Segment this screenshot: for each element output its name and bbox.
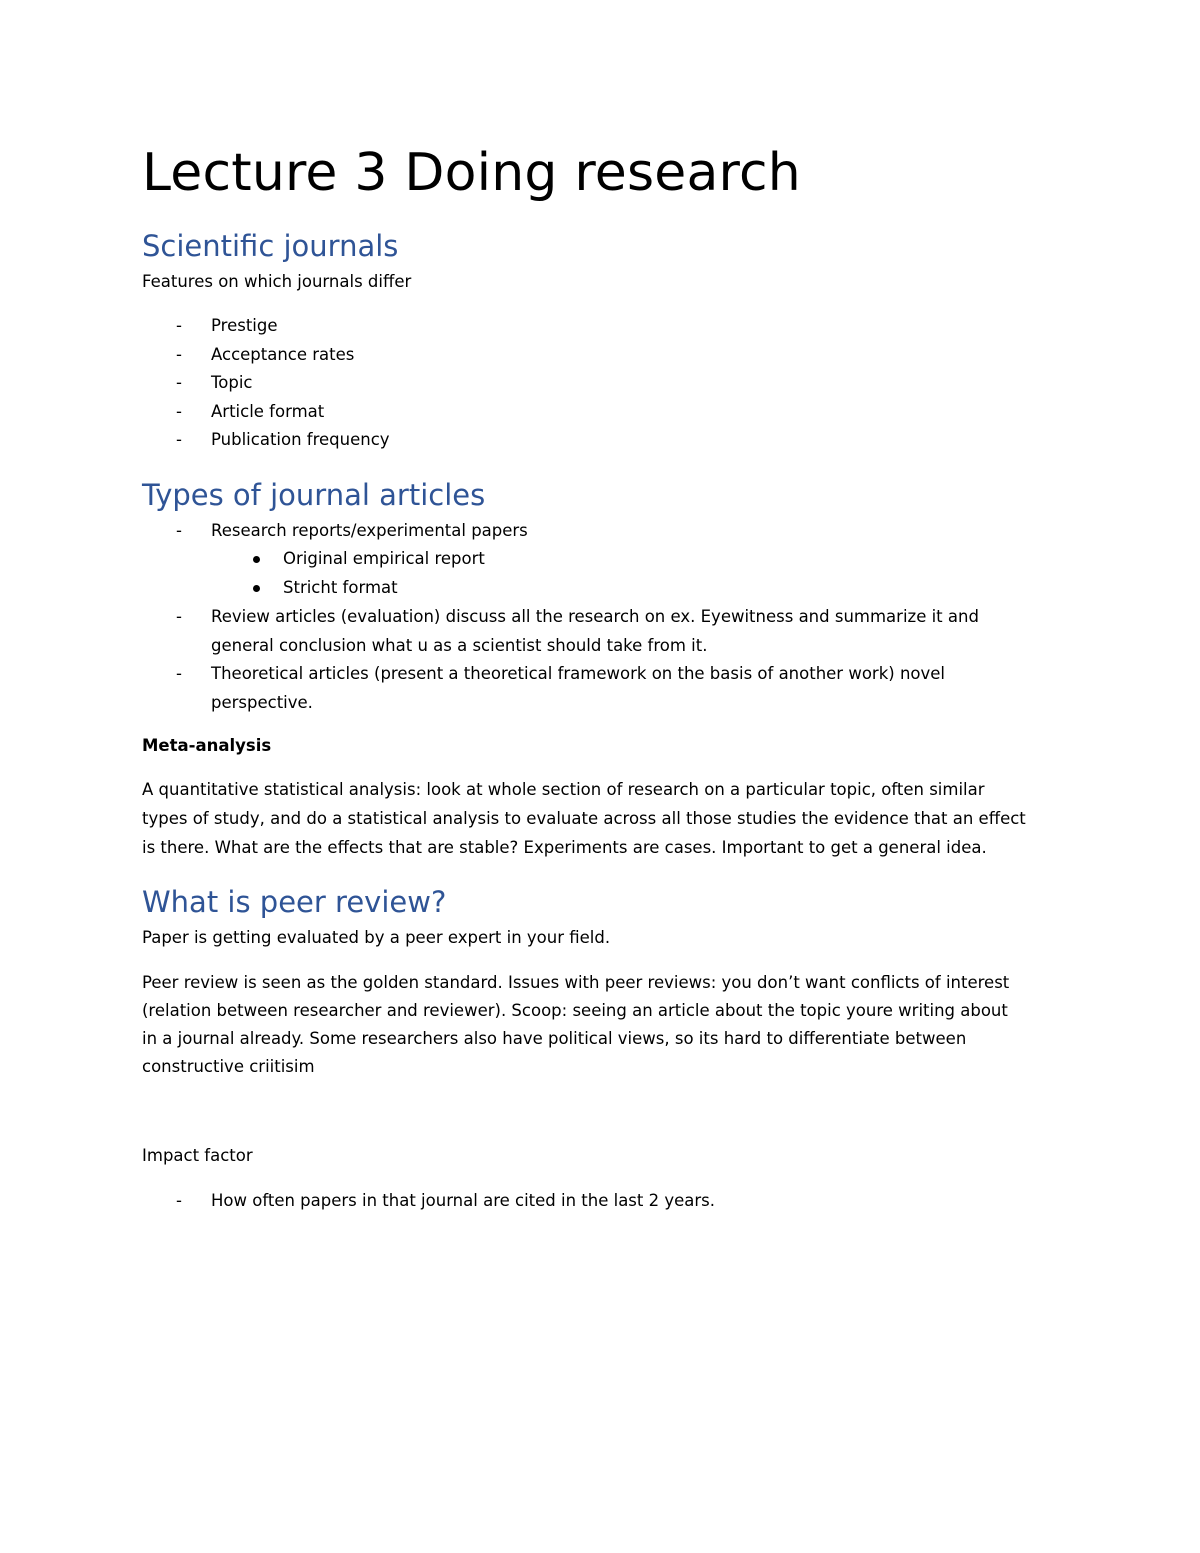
- journals-intro: Features on which journals differ: [142, 272, 412, 291]
- peer-review-line-3: in a journal already. Some researchers also have political views, so its hard to differentiate between: [142, 1029, 967, 1048]
- dash-marker: -: [176, 316, 182, 335]
- meta-analysis-heading: Meta-analysis: [142, 736, 272, 755]
- list-item: - Prestige: [142, 312, 390, 341]
- meta-analysis-line-1: A quantitative statistical analysis: look at whole section of research on a particular topic, often similar: [142, 780, 985, 799]
- heading-peer-review: What is peer review?: [142, 885, 447, 919]
- impact-factor-list: [142, 1187, 715, 1216]
- list-item: Original empirical report: [142, 545, 485, 574]
- dash-marker: -: [176, 401, 182, 421]
- list-item: - Article format: [142, 398, 390, 427]
- dash-marker: -: [176, 521, 182, 540]
- dash-marker: -: [176, 430, 182, 449]
- list-item-continuation: general conclusion what u as a scientist should take from it.: [211, 635, 708, 655]
- list-item: - How often papers in that journal are cited in the last 2 years.: [142, 1187, 715, 1216]
- dash-marker: -: [176, 344, 182, 364]
- list-item: - Theoretical articles (present a theoretical framework on the basis of another work) novel: [142, 660, 979, 689]
- article-types-list-2: [142, 603, 979, 717]
- peer-review-line-1: Peer review is seen as the golden standard. Issues with peer reviews: you don’t want conflicts of interest: [142, 973, 1010, 992]
- meta-analysis-line-3: is there. What are the effects that are stable? Experiments are cases. Important to get a general idea.: [142, 838, 987, 857]
- meta-analysis-line-2: types of study, and do a statistical analysis to evaluate across all those studies the evidence that an effect: [142, 809, 1026, 828]
- list-item: - Publication frequency: [142, 426, 390, 455]
- dash-marker: -: [176, 607, 182, 626]
- peer-review-line-2: (relation between researcher and reviewer). Scoop: seeing an article about the topic youre writing about: [142, 1001, 1008, 1020]
- list-item: - Topic: [142, 369, 390, 398]
- list-item: - Research reports/experimental papers: [142, 517, 528, 546]
- dash-marker: -: [176, 1191, 182, 1210]
- article-subtypes-list: [142, 545, 485, 602]
- heading-types-of-articles: Types of journal articles: [142, 478, 486, 512]
- impact-factor-heading: Impact factor: [142, 1146, 253, 1165]
- journal-features-list: [142, 312, 390, 455]
- list-item: Stricht format: [142, 574, 485, 603]
- list-item: - Acceptance rates: [142, 341, 390, 370]
- article-types-list-1: [142, 517, 528, 546]
- heading-scientific-journals: Scientific journals: [142, 229, 399, 263]
- dash-marker: -: [176, 664, 182, 683]
- bullet-dot: [253, 585, 260, 592]
- document-title: Lecture 3 Doing research: [142, 143, 801, 203]
- peer-review-line-4: constructive criitisim: [142, 1057, 315, 1076]
- bullet-dot: [253, 556, 260, 563]
- dash-marker: -: [176, 373, 182, 392]
- list-item: - Review articles (evaluation) discuss all the research on ex. Eyewitness and summarize it and: [142, 603, 979, 632]
- list-item-continuation: perspective.: [211, 692, 313, 712]
- peer-review-intro: Paper is getting evaluated by a peer expert in your field.: [142, 928, 611, 947]
